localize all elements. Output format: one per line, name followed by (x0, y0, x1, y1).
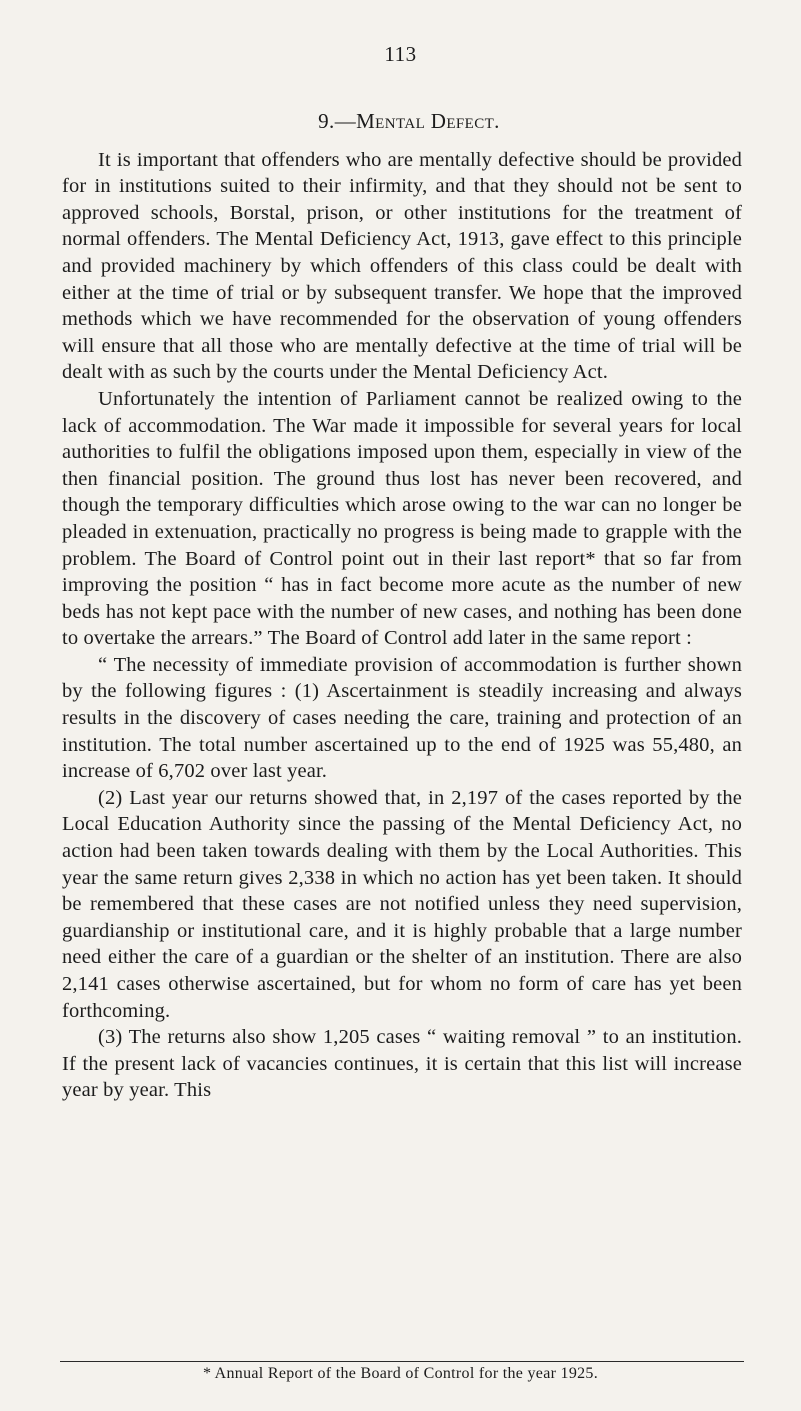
footnote-divider (60, 1361, 744, 1362)
section-heading: 9.—Mental Defect. (318, 109, 500, 133)
quoted-paragraph-2: (2) Last year our returns showed that, in 2,197 of the cases reported by the Local Education Authority since the passing of the Mental Deficiency Act, no action had been taken towards dealing with them by the Local Authorities. This year the same return gives 2,338 in which no action has yet been taken. It should be remembered that these cases are not notified unless they need supervision, guardianship or institutional care, and it is highly probable that a large number need either the care of a guardian or the shelter of an institution. There are also 2,141 cases otherwise ascertained, but for whom no form of care has yet been forthcoming. (62, 786, 742, 1022)
quoted-paragraph-3: (3) The returns also show 1,205 cases “ waiting removal ” to an institution. If the present lack of vacancies continues, it is certain that this list will increase year by year. This (62, 1026, 742, 1102)
paragraph-2: Unfortunately the intention of Parliament cannot be realized owing to the lack of accommodation. The War made it impossible for several years for local authorities to fulfil the obligations imposed upon them, especially in view of the then financial position. The ground thus lost has never been recovered, and though the temporary difficulties which arose owing to the war can no longer be pleaded in extenuation, practically no progress is being made to grapple with the problem. The Board of Control point out in their last report* that so far from improving the position “ has in fact become more acute as the number of new beds has not kept pace with the number of new cases, and nothing has been done to overtake the arrears.” The Board of Control add later in the same report : (62, 387, 742, 650)
paragraph-1: It is important that offenders who are mentally defective should be provided for in institutions suited to their infirmity, and that they should not be sent to approved schools, Borstal, prison, or other institutions for the treatment of normal offenders. The Mental Deficiency Act, 1913, gave effect to this principle and provided machinery by which offenders of this class could be dealt with either at the time of trial or by subsequent transfer. We hope that the improved methods which we have recommended for the observation of young offenders will ensure that all those who are mentally defective at the time of trial will be dealt with as such by the courts under the Mental Deficiency Act. (62, 148, 742, 384)
body-text (62, 108, 742, 1104)
footnote: * Annual Report of the Board of Control for the year 1925. (202, 1365, 599, 1382)
quoted-paragraph-1: “ The necessity of immediate provision of accommodation is further shown by the following figures : (1) Ascertainment is steadily increasing and always results in the discovery of cases needing the care, training and protection of an institution. The total number ascertained up to the end of 1925 was 55,480, an increase of 6,702 over last year. (62, 653, 742, 783)
page-number: 113 (384, 42, 417, 66)
